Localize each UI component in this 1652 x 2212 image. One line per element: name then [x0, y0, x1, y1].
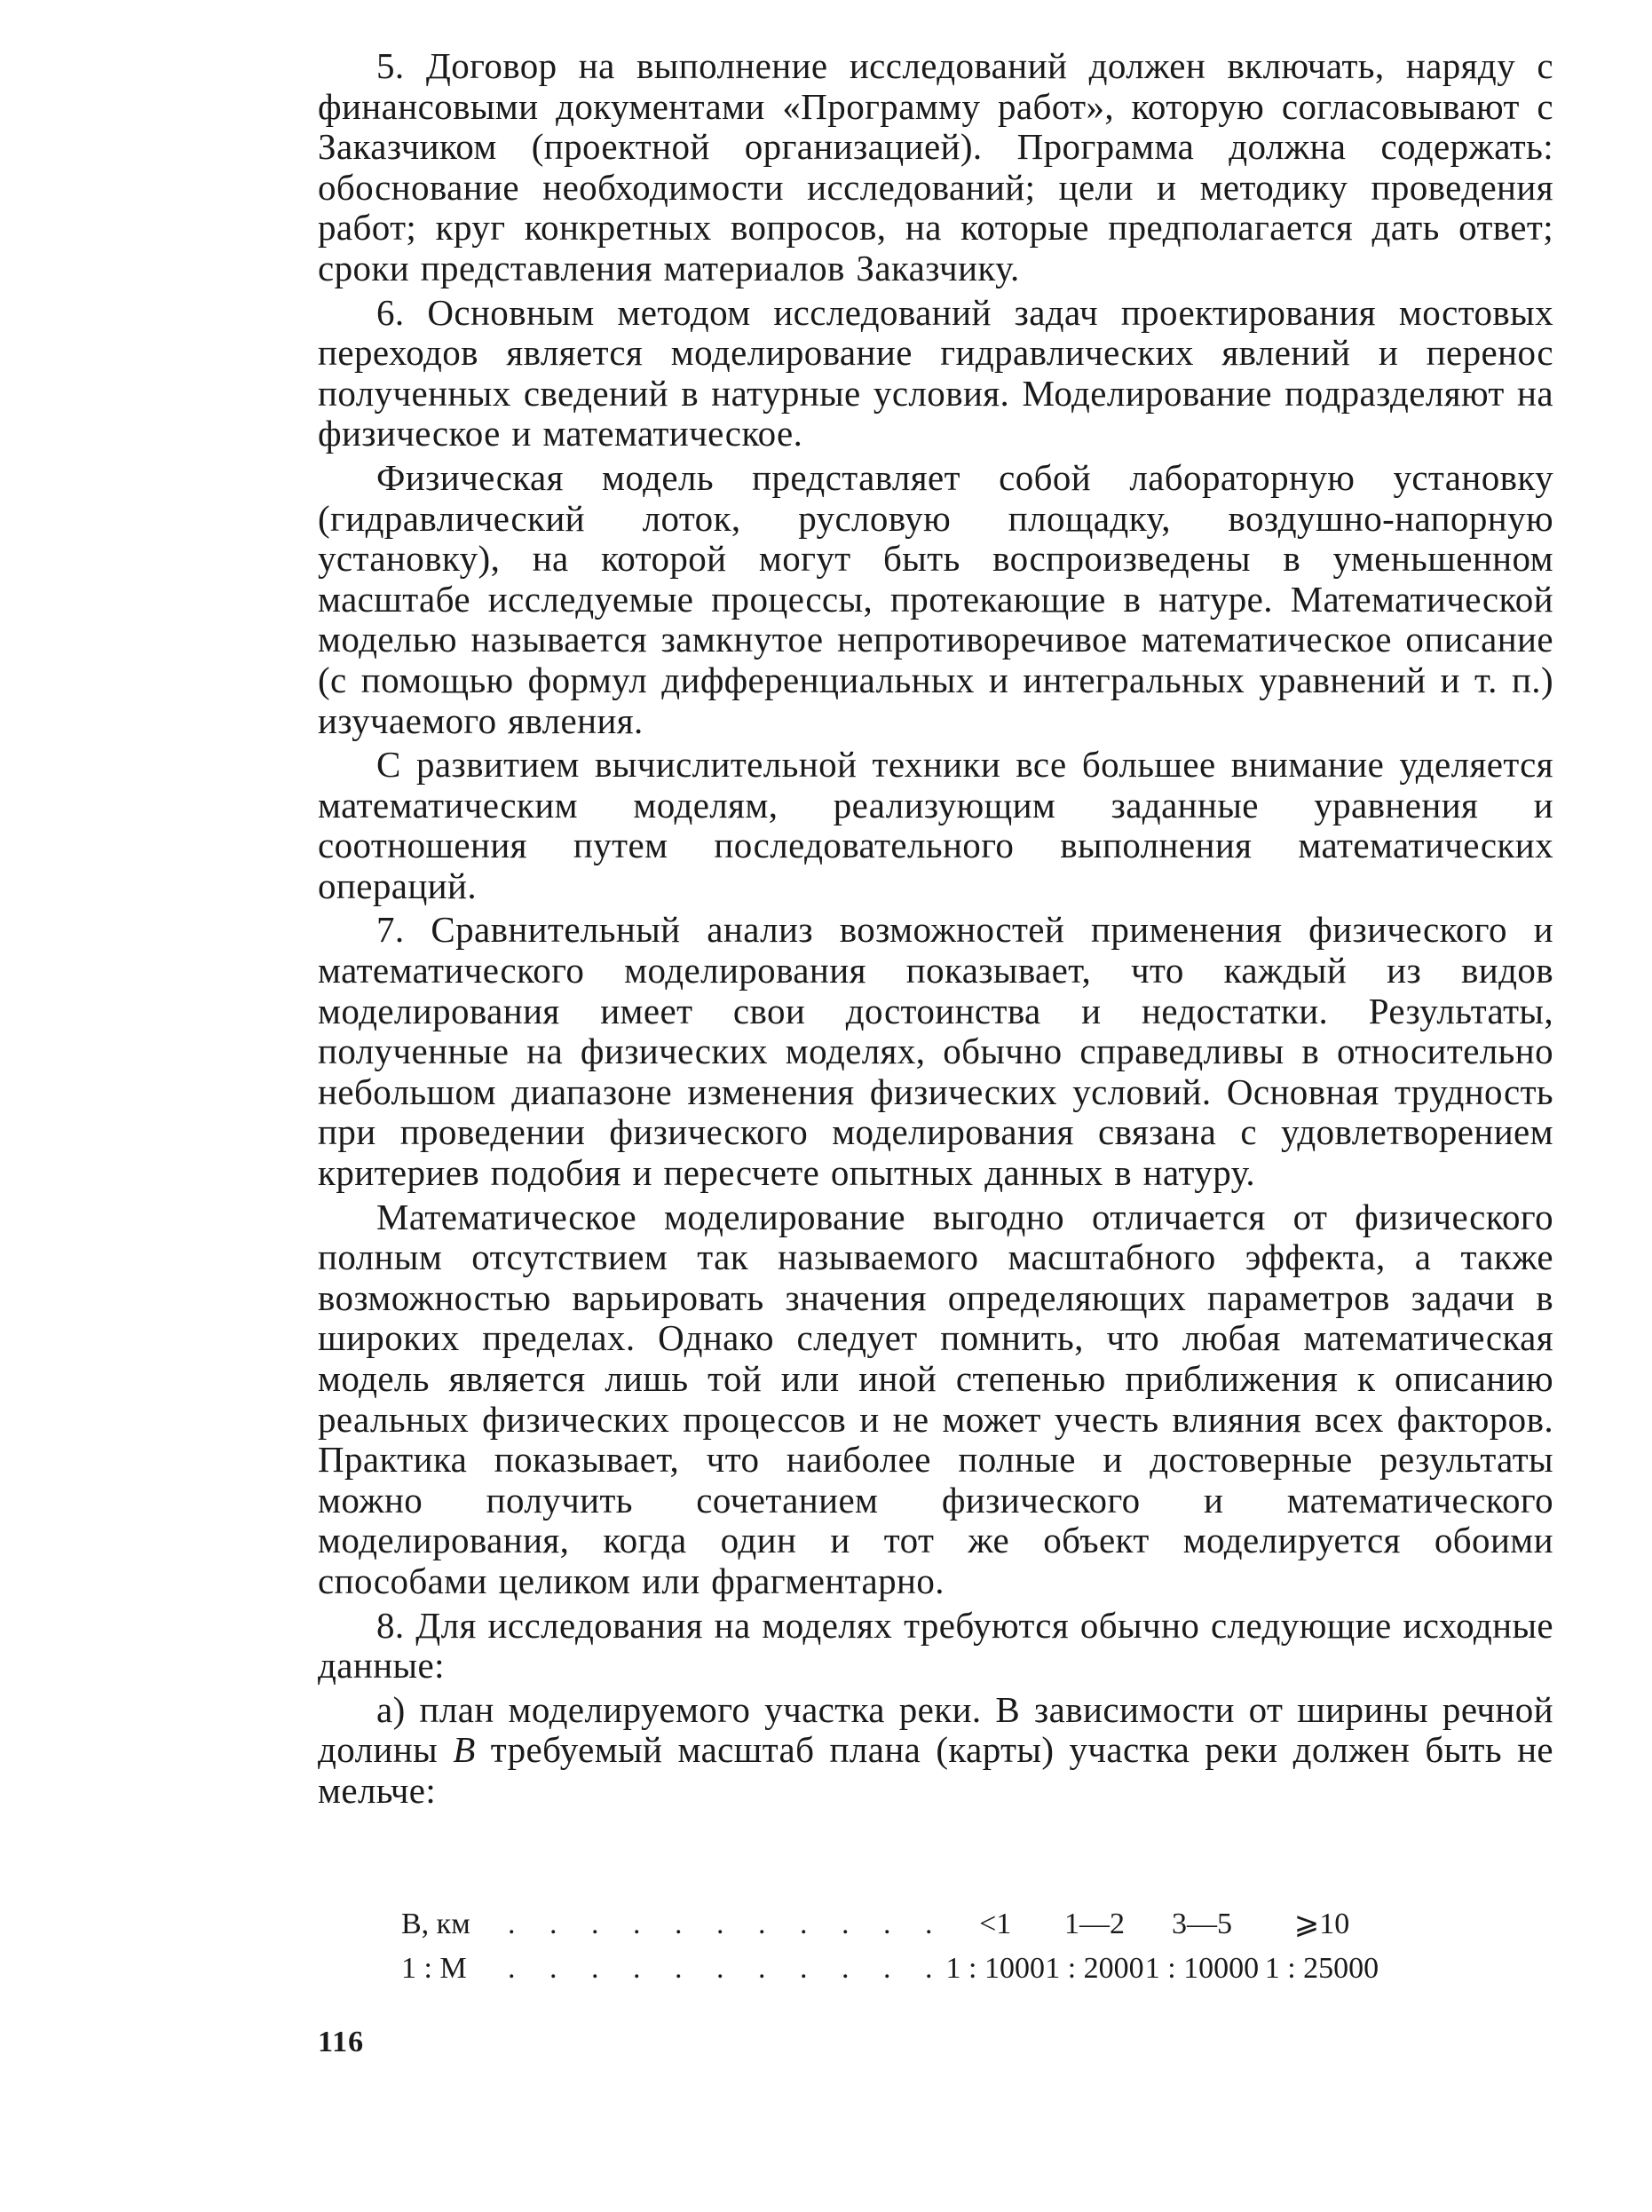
- table-cell: 1 : 1000: [945, 1952, 1045, 1985]
- paragraph-math-modeling: Математическое моделирование выгодно отличается от физического полным отсутствием так называемого масштабного эффекта, а также возможностью варьировать значения определяющих параметров задачи в широких пределах. Однако следует помнить, что любая математическая модель является лишь той или иной степенью приближения к описанию реальных физических процессов и не может учесть влияния всех факторов. Практика показывает, что наиболее полные и достоверные результаты можно получить сочетанием физического и математического моделирования, когда один и тот же объект моделируется обоими способами целиком или фрагментарно.: [318, 1196, 1553, 1601]
- table-cell: 3—5: [1171, 1908, 1232, 1940]
- table-cell: 1 : 25000: [1264, 1952, 1379, 1985]
- dot-leader: . . . . . . . . . . .: [508, 1952, 946, 1985]
- dot-leader: . . . . . . . . . . .: [508, 1908, 946, 1940]
- table-row-map-scale: [401, 1947, 1384, 1991]
- map-scale-table: [401, 1902, 1384, 1991]
- paragraph-item-8: 8. Для исследования на моделях требуются обычно следующие исходные данные:: [318, 1604, 1553, 1687]
- table-cell: 1 : 2000: [1045, 1952, 1144, 1985]
- table-cell: <1: [979, 1908, 1012, 1940]
- paragraph-item-a-text-end: требуемый масштаб плана (карты) участка реки должен быть не мельче:: [318, 1729, 1554, 1811]
- paragraph-item-5: 5. Договор на выполнение исследований должен включать, наряду с финансовыми документами «Программу работ», которую согласовывают с Заказчиком (проектной организацией). Программа должна содержать: обоснование необходимости исследований; цели и методику проведения работ; круг конкретных вопросов, на которые предполагается дать ответ; сроки представления материалов Заказчику.: [318, 45, 1553, 288]
- row-label: B, км: [401, 1908, 470, 1940]
- valley-width-symbol: В: [453, 1729, 476, 1771]
- paragraph-physical-model: Физическая модель представляет собой лабораторную установку (гидравлический лоток, русловую площадку, воздушно-напорную установку), на которой могут быть воспроизведены в уменьшенном масштабе исследуемые процессы, протекающие в натуре. Математической моделью называется замкнутое непротиворечивое математическое описание (с помощью формул дифференциальных и интегральных уравнений и т. п.) изучаемого явления.: [318, 456, 1553, 741]
- row-label: 1 : M: [401, 1952, 467, 1985]
- paragraph-item-6: 6. Основным методом исследований задач проектирования мостовых переходов является моделирование гидравлических явлений и перенос полученных сведений в натурные условия. Моделирование подразделяют на физическое и математическое.: [318, 291, 1553, 454]
- table-cell: ⩾10: [1293, 1908, 1350, 1940]
- paragraph-item-a: [318, 1690, 1553, 1812]
- paragraph-computing: С развитием вычислительной техники все большее внимание уделяется математическим моделям, реализующим заданные уравнения и соотношения путем последовательного выполнения математических операций.: [318, 744, 1553, 906]
- table-cell: 1 : 10000: [1144, 1952, 1260, 1985]
- page-body: [318, 46, 1553, 1815]
- paragraph-item-7: 7. Сравнительный анализ возможностей применения физического и математического моделирования показывает, что каждый из видов моделирования имеет свои достоинства и недостатки. Результаты, полученные на физических моделях, обычно справедливы в относительно небольшом диапазоне изменения физических условий. Основная трудность при проведении физического моделирования связана с удовлетворением критериев подобия и пересчете опытных данных в натуру.: [318, 909, 1553, 1194]
- table-row-valley-width: [401, 1902, 1384, 1947]
- page-number: 116: [318, 2026, 365, 2058]
- paragraph-item-a-text-start: а) план моделируемого участка реки. В зависимости от ширины речной долины: [318, 1688, 1553, 1771]
- table-cell: 1—2: [1063, 1908, 1125, 1940]
